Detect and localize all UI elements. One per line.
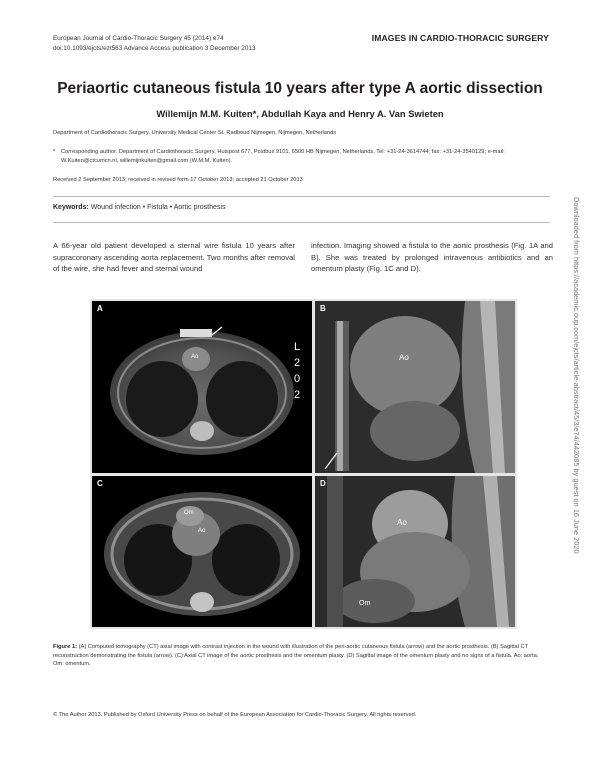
keywords bbox=[53, 204, 225, 211]
corresponding-marker: * bbox=[53, 149, 56, 155]
corresponding-text: Corresponding author. Department of Cardiothoracic Surgery, Huispost 677, Postbus 9101, 6500 HB Nijmegen, Netherlands. Tel: +31-24-3614744; fax: +31-24-3540129; e-mail: W.Kuiten@ctcumcn.nl, willemijnkuiten@gmail.com (W.M.M. Kuiten). bbox=[61, 149, 505, 164]
article-title: Periaortic cutaneous fistula 10 years after type A aortic dissection bbox=[57, 80, 543, 97]
body-left-column: A 66-year old patient developed a sternal wire fistula 10 years after supracoronary ascending aorta replacement. Two months after removal of the wire, she had fever and sternal wound bbox=[53, 241, 295, 274]
panel-d-sagittal-ct bbox=[315, 476, 515, 627]
journal-name: European Journal of Cardio-Thoracic Surgery 45 (2014) e74 bbox=[53, 35, 224, 42]
doi-line: doi:10.1093/ejcts/ezt563 Advance Access publication 3 December 2013 bbox=[53, 45, 256, 52]
journal-citation bbox=[53, 34, 256, 54]
article-authors: Willemijn M.M. Kuiten*, Abdullah Kaya and Henry A. Van Swieten bbox=[156, 108, 444, 119]
panel-c-ao-label: Ao bbox=[198, 528, 206, 534]
panel-a-ao-label: Ao bbox=[191, 354, 199, 360]
panel-b-sagittal-ct bbox=[315, 301, 515, 473]
caption-label: Figure 1: bbox=[53, 644, 78, 650]
panel-c-label: C bbox=[97, 479, 103, 488]
panel-b-ao-label: Ao bbox=[399, 353, 409, 362]
panel-a-annotation-1: L bbox=[294, 341, 301, 353]
panel-d-label: D bbox=[320, 479, 326, 488]
panel-c-om-label: Om bbox=[184, 510, 194, 516]
figure-1 bbox=[90, 299, 517, 629]
figure-caption bbox=[53, 643, 550, 669]
divider-bottom bbox=[53, 222, 550, 223]
keywords-label: Keywords: bbox=[53, 204, 89, 211]
panel-a-annotation-2: 2 bbox=[294, 357, 301, 369]
panel-a-axial-ct bbox=[92, 301, 312, 473]
section-label: IMAGES IN CARDIO-THORACIC SURGERY bbox=[371, 33, 549, 43]
body-right-column: infection. Imaging showed a fistula to the aortic prosthesis (Fig. 1A and B). She was treated by prolonged intravenous antibiotics and an omentum plasty (Fig. 1C and D). bbox=[311, 241, 553, 274]
copyright-footer: © The Author 2013. Published by Oxford University Press on behalf of the European Association for Cardio-Thoracic Surgery. All rights reserved. bbox=[53, 712, 417, 718]
panel-a-label: A bbox=[97, 304, 103, 313]
caption-text: (A) Computed tomography (CT) axial image with contrast injection in the wound with illustration of the peri-aortic cutaneous fistula (arrow) and the aortic prosthesis. (B) Sagittal CT reconstruction demonstrating the fistula (arrow). (C) Axial CT image of the aortic prosthesis and the omentum plasty. (D) Sagittal image of the omentum plasty and no signs of a fistula. Ao: aorta; Om: omentum. bbox=[53, 644, 539, 668]
received-dates: Received 2 September 2013; received in revised form 17 October 2013; accepted 21 October 2013 bbox=[53, 177, 303, 183]
divider-top bbox=[53, 196, 550, 197]
panel-b-label: B bbox=[320, 304, 326, 313]
download-watermark-text: Downloaded from https://academic.oup.com/ejcts/article-abstract/45/3/e74/442085 by guest on 16 June 2020 bbox=[572, 197, 581, 554]
panel-c-axial-ct bbox=[92, 476, 312, 627]
download-watermark bbox=[569, 197, 583, 587]
panel-d-ao-label: Ao bbox=[397, 518, 407, 527]
panel-d-om-label: Om bbox=[359, 600, 371, 607]
panel-a-annotation-4: 2 bbox=[294, 389, 301, 401]
panel-a-annotation-3: 0 bbox=[294, 373, 301, 385]
affiliation: Department of Cardiothoracic Surgery, University Medical Center St. Radboud Nijmegen, Nijmegen, Netherlands bbox=[53, 130, 337, 136]
keywords-list: Wound infection • Fistula • Aortic prosthesis bbox=[90, 204, 226, 211]
